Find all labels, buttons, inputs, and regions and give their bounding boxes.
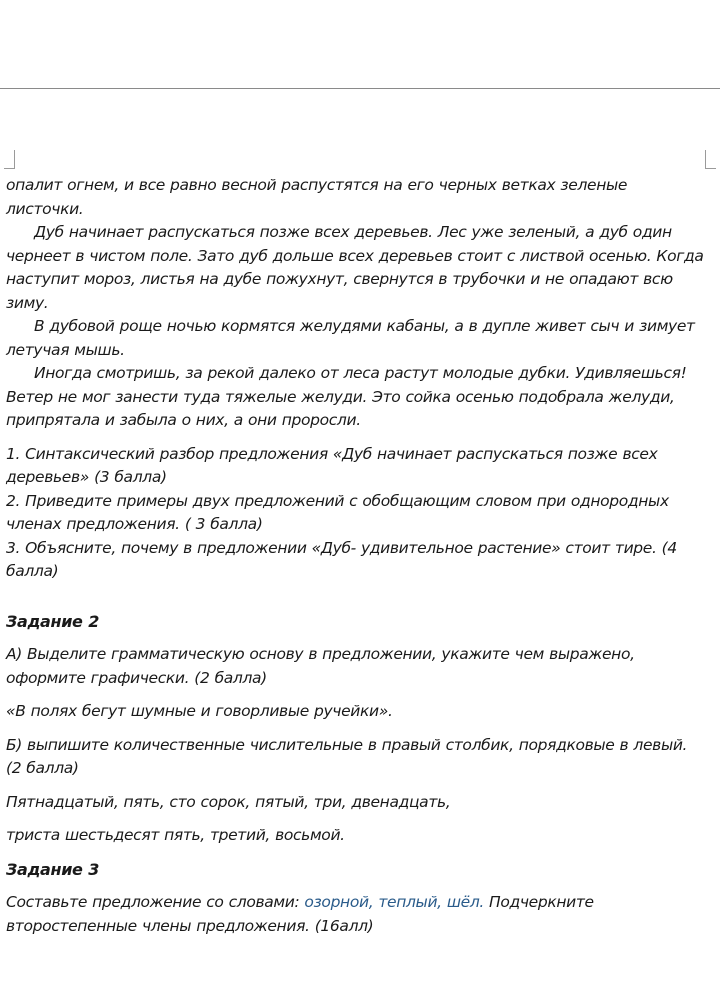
question-3: 3. Объясните, почему в предложении «Дуб- удивительное растение» стоит тире. (4 балла) bbox=[6, 538, 677, 580]
task-2-quote: «В полях бегут шумные и говорливые ручейки». bbox=[6, 702, 393, 720]
task-2-part-a: А) Выделите грамматическую основу в предложении, укажите чем выражено, оформите графически. (2 балла) bbox=[6, 645, 635, 687]
passage-paragraph: Иногда смотришь, за рекой далеко от леса растут молодые дубки. Удивляешься! Ветер не мог занести туда тяжелые желуди. Это сойка осенью подобрала желуди, припрятала и забыла о них, а они проросли. bbox=[6, 364, 687, 429]
task-2-numerals-line-1: Пятнадцатый, пять, сто сорок, пятый, три, двенадцать, bbox=[6, 792, 451, 811]
question-2: 2. Приведите примеры двух предложений с обобщающим словом при однородных членах предложения. ( 3 балла) bbox=[6, 491, 669, 533]
task-3-instruction bbox=[6, 891, 704, 938]
question-1: 1. Синтаксический разбор предложения «Дуб начинает распускаться позже всех деревьев» (3 балла) bbox=[6, 444, 658, 486]
margin-corner-mark-left bbox=[4, 150, 15, 169]
margin-corner-mark-right bbox=[705, 150, 716, 169]
task-2-part-b: Б) выпишите количественные числительные в правый столбик, порядковые в левый. (2 балла) bbox=[6, 735, 688, 777]
task-2-heading: Задание 2 bbox=[6, 611, 100, 631]
task-2-numerals-line-2: триста шестьдесят пять, третий, восьмой. bbox=[6, 826, 345, 844]
document-body bbox=[6, 174, 704, 938]
passage-paragraph: опалит огнем, и все равно весной распустятся на его черных ветках зеленые листочки. bbox=[6, 176, 628, 218]
passage-paragraph: Дуб начинает распускаться позже всех деревьев. Лес уже зеленый, а дуб один чернеет в чистом поле. Зато дуб дольше всех деревьев стоит с листвой осенью. Когда наступит мороз, листья на дубе пожухнут, свернутся в трубочки и не опадают всю зиму. bbox=[6, 223, 704, 312]
page-break-line bbox=[0, 88, 720, 89]
task-3-instruction-end: Подчеркните второстепенные члены предложения. (16алл) bbox=[6, 893, 594, 935]
task-3-instruction-start: Составьте предложение со словами: bbox=[6, 893, 305, 911]
passage-paragraph: В дубовой роще ночью кормятся желудями кабаны, а в дупле живет сыч и зимует летучая мышь. bbox=[6, 317, 695, 359]
task-3-heading: Задание 3 bbox=[6, 859, 100, 879]
task-3-words: озорной, теплый, шёл. bbox=[304, 893, 484, 911]
